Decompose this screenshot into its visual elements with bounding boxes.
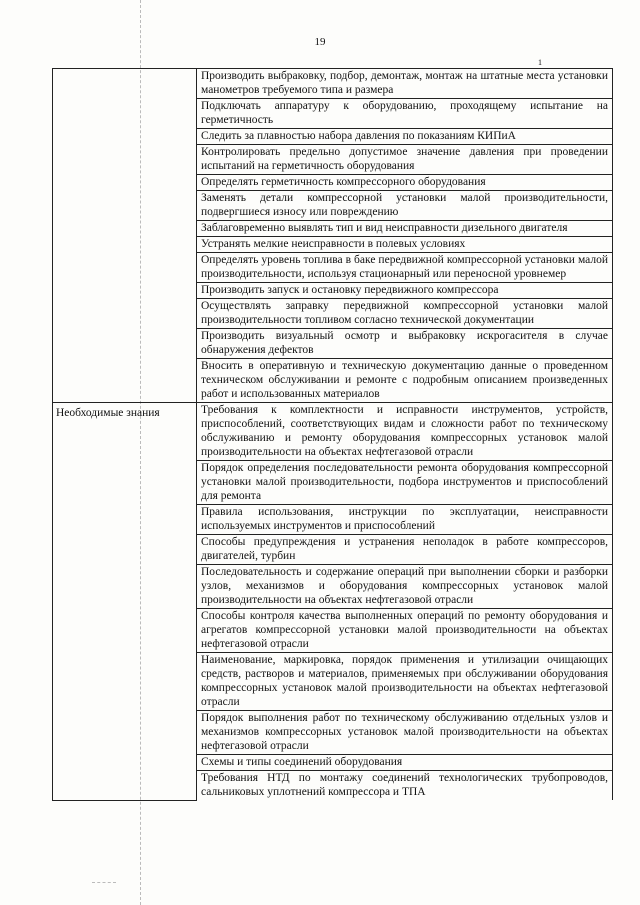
knowledge-item: Способы контроля качества выполненных операций по ремонту оборудования и агрегатов компрессорной установки малой производительности на объектах нефтегазовой отрасли	[197, 609, 613, 653]
competency-table-body	[53, 69, 613, 801]
knowledge-item: Требования к комплектности и исправности инструментов, устройств, приспособлений, соответствующих видам и сложности работ по техническому обслуживанию и ремонту оборудования компрессорных установок малой производительности на объектах нефтегазовой отрасли	[197, 403, 613, 461]
skill-item: Подключать аппаратуру к оборудованию, проходящему испытание на герметичность	[197, 99, 613, 129]
knowledge-row	[53, 403, 613, 461]
skills-label-cell	[53, 69, 197, 403]
skill-item: Производить запуск и остановку передвижного компрессора	[197, 283, 613, 299]
knowledge-label: Необходимые знания	[56, 407, 160, 419]
fold-mark	[92, 882, 116, 883]
skill-item: Определять герметичность компрессорного оборудования	[197, 175, 613, 191]
skill-item: Контролировать предельно допустимое значение давления при проведении испытаний на герметичность оборудования	[197, 145, 613, 175]
skill-item: Производить визуальный осмотр и выбраковку искрогасителя в случае обнаружения дефектов	[197, 329, 613, 359]
knowledge-item: Наименование, маркировка, порядок применения и утилизации очищающих средств, растворов и материалов, применяемых при обслуживании оборудования компрессорных установок малой производительности на объектах нефтегазовой отрасли	[197, 653, 613, 711]
skill-item: Заблаговременно выявлять тип и вид неисправности дизельного двигателя	[197, 221, 613, 237]
competency-table	[52, 68, 613, 801]
skills-row	[53, 69, 613, 99]
page-number: 19	[314, 36, 326, 48]
knowledge-item: Последовательность и содержание операций при выполнении сборки и разборки узлов, механизмов и оборудования компрессорных установок малой производительности на объектах нефтегазовой отрасли	[197, 565, 613, 609]
knowledge-item: Требования НТД по монтажу соединений технологических трубопроводов, сальниковых уплотнений компрессора и ТПА	[197, 771, 613, 801]
corner-mark: 1	[538, 58, 542, 67]
knowledge-item: Правила использования, инструкции по эксплуатации, неисправности используемых инструментов и приспособлений	[197, 505, 613, 535]
skill-item: Следить за плавностью набора давления по показаниям КИПиА	[197, 129, 613, 145]
skill-item: Устранять мелкие неисправности в полевых условиях	[197, 237, 613, 253]
skill-item: Производить выбраковку, подбор, демонтаж, монтаж на штатные места установки манометров требуемого типа и размера	[197, 69, 613, 99]
knowledge-item: Порядок определения последовательности ремонта оборудования компрессорной установки малой производительности, подбора инструментов и приспособлений для ремонта	[197, 461, 613, 505]
knowledge-item: Схемы и типы соединений оборудования	[197, 755, 613, 771]
knowledge-item: Способы предупреждения и устранения неполадок в работе компрессоров, двигателей, турбин	[197, 535, 613, 565]
skill-item: Заменять детали компрессорной установки малой производительности, подвергшиеся износу или повреждению	[197, 191, 613, 221]
knowledge-label-cell	[53, 403, 197, 801]
skill-item: Определять уровень топлива в баке передвижной компрессорной установки малой производительности, используя стационарный или переносной уровнемер	[197, 253, 613, 283]
knowledge-item: Порядок выполнения работ по техническому обслуживанию отдельных узлов и механизмов компрессорных установок малой производительности на объектах нефтегазовой отрасли	[197, 711, 613, 755]
skill-item: Вносить в оперативную и техническую документацию данные о проведенном техническом обслуживании и ремонте с подробным описанием произведенных работ и использованных материалов	[197, 359, 613, 403]
skill-item: Осуществлять заправку передвижной компрессорной установки малой производительности топливом согласно технической документации	[197, 299, 613, 329]
